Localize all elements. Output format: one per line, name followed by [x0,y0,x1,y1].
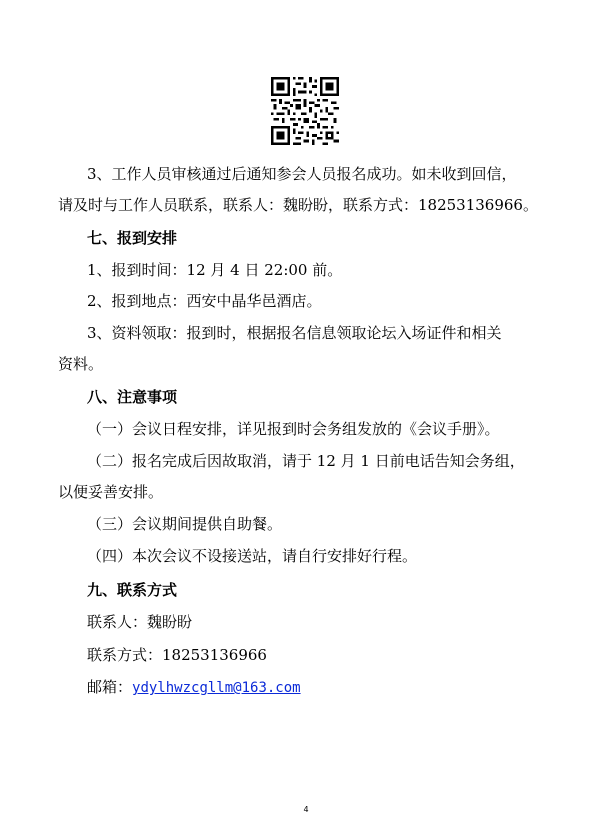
paragraph-note-4: （四）本次会议不设接送站，请自行安排好行程。 [87,547,418,565]
contact-email-label: 邮箱： [87,678,133,696]
paragraph-note-1: （一）会议日程安排，详见报到时会务组发放的《会议手册》。 [87,420,500,438]
paragraph-note-3: （三）会议期间提供自助餐。 [87,515,283,533]
paragraph-registration-location: 2、报到地点：西安中晶华邑酒店。 [87,292,322,310]
contact-phone: 联系方式：18253136966 [87,646,267,664]
section-heading-9: 九、联系方式 [87,581,178,599]
qr-code-image [271,77,339,145]
section-heading-7: 七、报到安排 [87,229,178,247]
paragraph-note-2-line2: 以便妥善安排。 [58,483,164,501]
email-link[interactable]: ydylhwzcgllm@163.com [132,680,301,696]
paragraph-item3-line1: 3、工作人员审核通过后通知参会人员报名成功。如未收到回信， [87,165,517,183]
contact-email-row [87,677,612,698]
page-number: 4 [303,805,309,814]
paragraph-registration-time: 1、报到时间：12 月 4 日 22:00 前。 [87,261,343,279]
paragraph-materials-line1: 3、资料领取：报到时，根据报名信息领取论坛入场证件和相关 [87,324,502,342]
paragraph-materials-line2: 资料。 [58,355,104,373]
section-heading-8: 八、注意事项 [87,388,178,406]
paragraph-item3-line2: 请及时与工作人员联系，联系人：魏盼盼，联系方式：18253136966。 [58,196,538,214]
paragraph-note-2-line1: （二）报名完成后因故取消，请于 12 月 1 日前电话告知会务组， [87,452,525,470]
contact-person: 联系人：魏盼盼 [87,613,193,631]
